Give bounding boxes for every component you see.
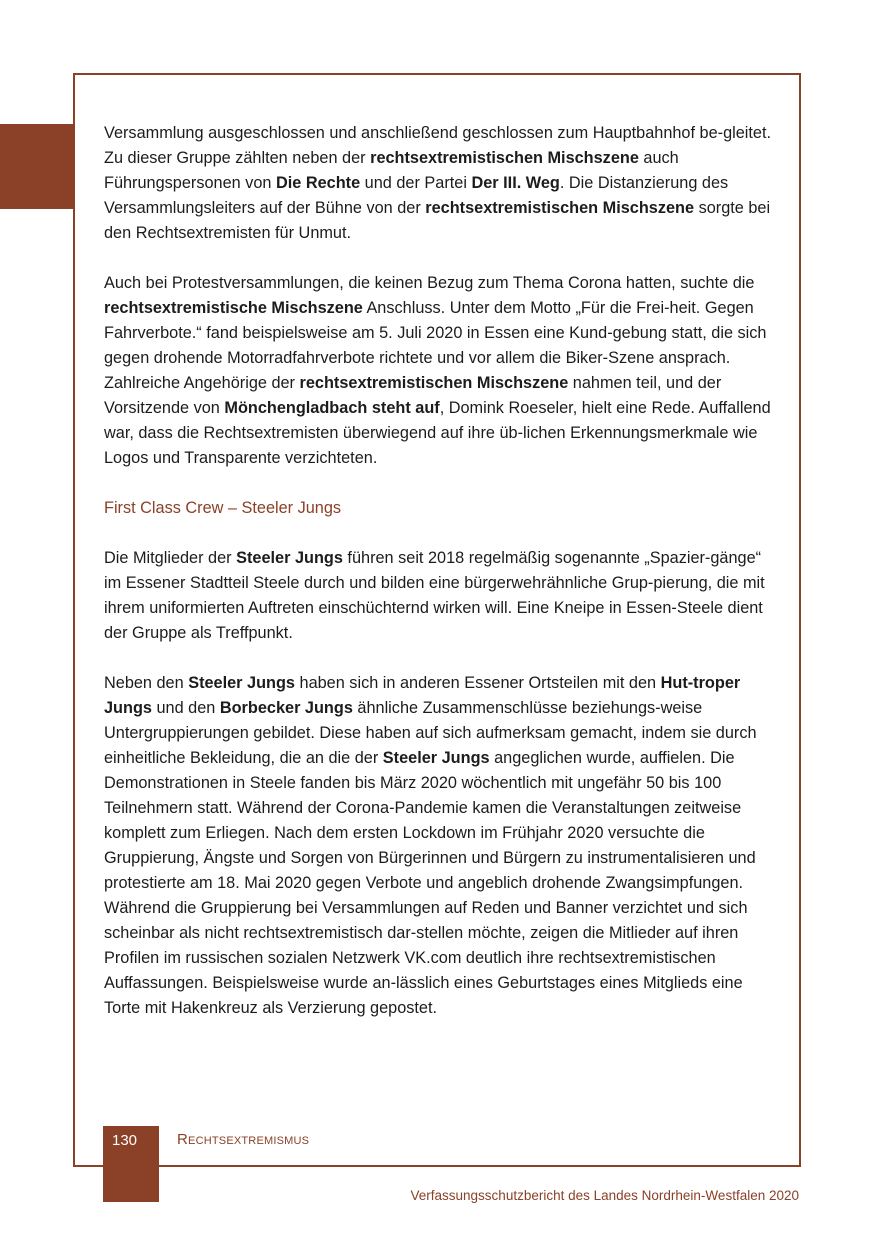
text-run: . Die Distanzierung des Versammlungsleiters auf der Bühne von der xyxy=(104,174,729,217)
bold-term: rechtsextremistische Mischszene xyxy=(104,299,363,317)
bold-term: Mönchengladbach steht auf xyxy=(224,399,440,417)
bold-term: rechtsextremistischen Mischszene xyxy=(370,149,639,167)
bold-term: Borbecker Jungs xyxy=(219,699,353,717)
text-run: ähnliche Zusammenschlüsse beziehungs-weise Untergruppierungen gebildet. Diese haben auf sich aufmerksam gemacht, indem sie durch einheitliche Bekleidung, die an die der xyxy=(104,699,757,767)
text-run: und der Partei xyxy=(360,174,472,192)
bold-term: Die Rechte xyxy=(275,174,361,192)
text-run: haben sich in anderen Essener Ortsteilen mit den xyxy=(294,674,661,692)
text-run: und den xyxy=(151,699,220,717)
bold-term: rechtsextremistischen Mischszene xyxy=(425,199,695,217)
chapter-tab-marker xyxy=(0,124,75,209)
page-number: 130 xyxy=(112,1132,138,1149)
bold-term: Der III. Weg xyxy=(471,174,560,192)
text-run: nahmen teil, und der Vorsitzende von xyxy=(104,374,722,417)
bold-term: Steeler Jungs xyxy=(236,549,343,567)
bold-term: Steeler Jungs xyxy=(188,674,295,692)
section-heading: First Class Crew – Steeler Jungs xyxy=(104,499,342,517)
paragraph-1 xyxy=(104,121,774,246)
text-run: , Domink Roeseler, hielt eine Rede. Auffallend war, dass die Rechtsextremisten überwiegend auf ihre üb-lichen Erkennungsmerkmale wie Logos und Transparente verzichteten. xyxy=(104,399,771,467)
text-run: Versammlung ausgeschlossen und anschließend geschlossen zum Hauptbahnhof be-gleitet. Zu dieser Gruppe zählten neben der xyxy=(104,124,772,167)
bold-term: Steeler Jungs xyxy=(382,749,490,767)
text-run: Die Mitglieder der xyxy=(104,549,237,567)
running-header-section: Rechtsextremismus xyxy=(177,1131,310,1148)
text-run: Anschluss. Unter dem Motto „Für die Frei-heit. Gegen Fahrverbote.“ fand beispielsweise am 5. Juli 2020 in Essen eine Kund-gebung statt, die sich gegen drohende Motorradfahrverbote richtete und vor allem die Biker-Szene ansprach. Zahlreiche Angehörige der xyxy=(104,299,767,392)
text-run: führen seit 2018 regelmäßig sogenannte „Spazier-gänge“ im Essener Stadtteil Steele durch und bilden eine bürgerwehrähnliche Grup-pierung, die mit ihrem uniformierten Auftreten einschüchternd wirken will. Eine Kneipe in Essen-Steele dient der Gruppe als Treffpunkt. xyxy=(104,549,765,642)
bold-term: Hut-troper Jungs xyxy=(104,674,741,717)
paragraph-4 xyxy=(104,671,774,1021)
text-run: sorgte bei den Rechtsextremisten für Unmut. xyxy=(104,199,771,242)
text-run: auch Führungspersonen von xyxy=(104,149,679,192)
body-text xyxy=(104,121,774,1046)
paragraph-2 xyxy=(104,271,774,471)
text-run: Auch bei Protestversammlungen, die keinen Bezug zum Thema Corona hatten, suchte die xyxy=(104,274,755,292)
bold-term: rechtsextremistischen Mischszene xyxy=(299,374,569,392)
page-number-box xyxy=(103,1126,159,1202)
text-run: Neben den xyxy=(104,674,189,692)
footer-publication-title: Verfassungsschutzbericht des Landes Nordrhein-Westfalen 2020 xyxy=(410,1188,799,1203)
paragraph-3 xyxy=(104,546,774,646)
text-run: angeglichen wurde, auffielen. Die Demonstrationen in Steele fanden bis März 2020 wöchentlich mit ungefähr 50 bis 100 Teilnehmern statt. Während der Corona-Pandemie kamen die Veranstaltungen zeitweise komplett zum Erliegen. Nach dem ersten Lockdown im Frühjahr 2020 versuchte die Gruppierung, Ängste und Sorgen von Bürgerinnen und Bürgern zu instrumentalisieren und protestierte am 18. Mai 2020 gegen Verbote und angeblich drohende Zwangsimpfungen. Während die Gruppierung bei Versammlungen auf Reden und Banner verzichtet und sich scheinbar als nicht rechtsextremistisch dar-stellen möchte, zeigen die Mitlieder auf ihren Profilen im russischen sozialen Netzwerk VK.com deutlich ihre rechtsextremistischen Auffassungen. Beispielsweise wurde an-lässlich eines Geburtstages eines Mitglieds eine Torte mit Hakenkreuz als Verzierung gepostet. xyxy=(104,749,756,1017)
